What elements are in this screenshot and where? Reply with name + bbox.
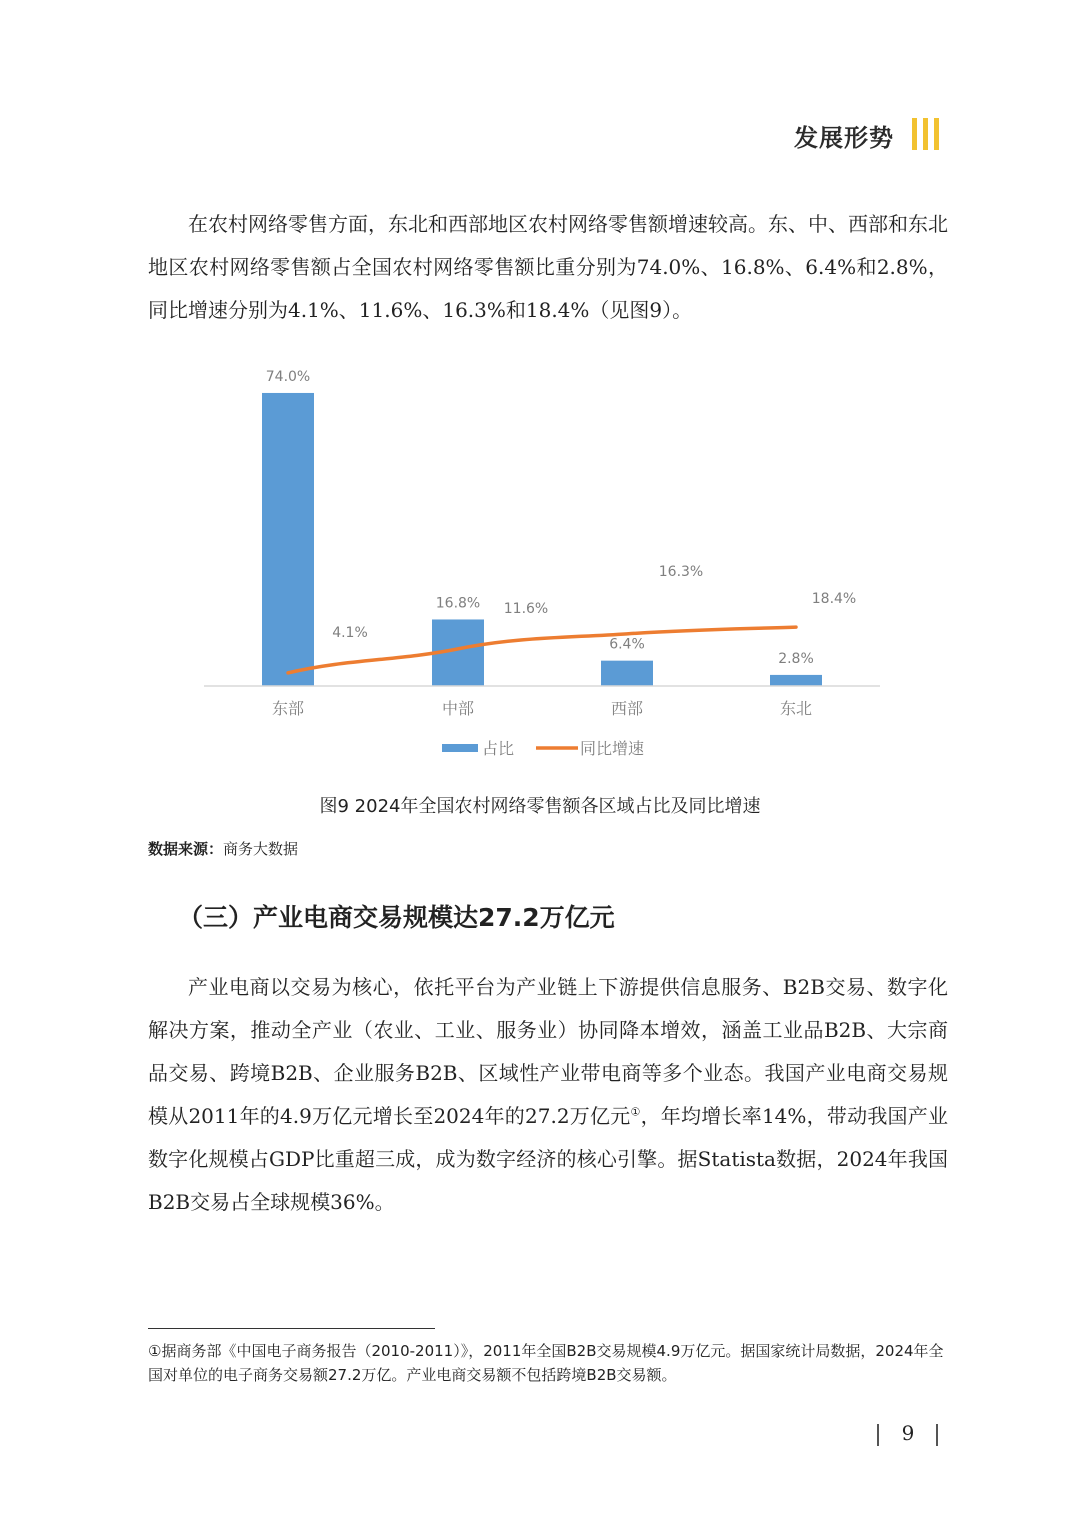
- legend-label-growth: 同比增速: [580, 739, 645, 758]
- bar-0: [262, 393, 314, 686]
- paragraph-text-continued: ，年均增长率14%，带动我国产业数字化规模占GDP比重超三成，成为数字经济的核心引擎。据Statista数据，2024年我国B2B交易占全球规模36%。: [148, 1104, 948, 1214]
- bar-label-2: 6.4%: [609, 636, 645, 653]
- growth-label-2: 16.3%: [658, 563, 704, 580]
- bar-series-share: [262, 393, 822, 686]
- legend-swatch-share: [442, 744, 478, 752]
- page-number-bar-left: [877, 1424, 879, 1446]
- section-header-title: 发展形势: [794, 124, 894, 152]
- line-series-growth: [288, 564, 856, 673]
- x-tick-label-1: 中部: [441, 699, 475, 718]
- figure-caption: 图9 2024年全国农村网络零售额各区域占比及同比增速: [319, 796, 761, 817]
- header-accent-bars: [912, 118, 940, 150]
- growth-label-1: 11.6%: [503, 600, 549, 617]
- bar-2: [601, 661, 653, 686]
- chart-legend: [442, 739, 644, 758]
- page-number: 9: [901, 1421, 915, 1445]
- data-source-value: 商务大数据: [223, 840, 299, 858]
- page-number-bar-right: [936, 1424, 938, 1446]
- regional-retail-chart: [180, 345, 900, 765]
- data-source-label: 数据来源：: [148, 840, 224, 858]
- section-heading: （三）产业电商交易规模达27.2万亿元: [178, 903, 615, 932]
- bar-label-3: 2.8%: [778, 650, 814, 667]
- paragraph-rural-retail: 在农村网络零售方面，东北和西部地区农村网络零售额增速较高。东、中、西部和东北地区农村网络零售额占全国农村网络零售额比重分别为74.0%、16.8%、6.4%和2.8%，同比增速分别为4.1%、11.6%、16.3%和18.4%（见图9）。: [148, 212, 948, 322]
- x-tick-label-2: 西部: [610, 699, 644, 718]
- bar-label-1: 16.8%: [435, 595, 481, 612]
- growth-label-3: 18.4%: [811, 591, 857, 608]
- paragraph-industrial-ecommerce: [148, 966, 948, 1224]
- x-tick-label-0: 东部: [271, 699, 305, 718]
- legend-label-share: 占比: [482, 739, 515, 758]
- data-source: [148, 838, 298, 859]
- footnote: ①据商务部《中国电子商务报告（2010-2011）》，2011年全国B2B交易规模4.9万亿元。据国家统计局数据，2024年全国对单位的电子商务交易额27.2万亿。产业电商交易额不包括跨境B2B交易额。: [148, 1342, 944, 1384]
- footnote-ref[interactable]: ①: [630, 1105, 641, 1119]
- bar-label-0: 74.0%: [265, 368, 311, 385]
- bar-3: [770, 675, 822, 686]
- growth-label-0: 4.1%: [332, 624, 368, 641]
- paragraph-text: 产业电商以交易为核心，依托平台为产业链上下游提供信息服务、B2B交易、数字化解决方案，推动全产业（农业、工业、服务业）协同降本增效，涵盖工业品B2B、大宗商品交易、跨境B2B、企业服务B2B、区域性产业带电商等多个业态。我国产业电商交易规模从2011年的4.9万亿元增长至2024年的27.2万亿元: [148, 975, 948, 1128]
- x-tick-label-3: 东北: [779, 699, 813, 718]
- footnote-divider: [148, 1328, 435, 1329]
